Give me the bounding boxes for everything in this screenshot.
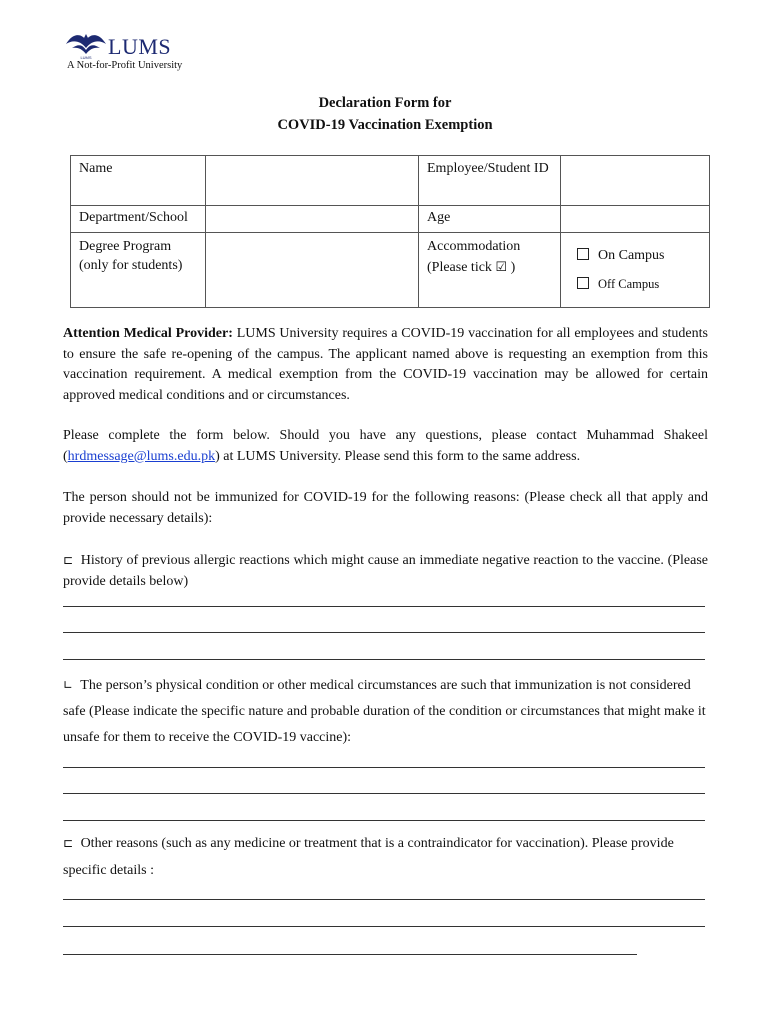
reason-other-checkbox[interactable]: ⊏: [63, 836, 74, 850]
off-campus-checkbox[interactable]: [577, 277, 589, 289]
reason-physical-text: The person’s physical condition or other medical circumstances are such that immunization is not considered safe (Please indicate the specific nature and probable duration of the condition or circumstances that might make it unsafe for them to receive the COVID-19 vaccine):: [63, 678, 706, 745]
accommodation-options: [561, 233, 710, 308]
physical-details-line-3[interactable]: [63, 820, 705, 821]
contact-email-link[interactable]: hrdmessage@lums.edu.pk: [67, 448, 216, 464]
accommodation-label: [419, 233, 561, 308]
department-field[interactable]: [206, 206, 419, 233]
attention-lead: Attention Medical Provider:: [63, 326, 233, 341]
reason-other-text: Other reasons (such as any medicine or treatment that is a contraindicator for vaccination). Please provide specific details :: [63, 836, 674, 878]
on-campus-label: On Campus: [598, 248, 665, 263]
reason-allergic: [63, 550, 708, 592]
reason-allergic-text: History of previous allergic reactions which might cause an immediate negative reaction to the vaccine. (Please provide details below): [63, 553, 708, 589]
accommodation-label-text: Accommodation: [427, 239, 521, 254]
id-field[interactable]: [561, 156, 710, 206]
off-campus-label: Off Campus: [598, 277, 660, 291]
tick-instruction-post: ): [507, 260, 516, 275]
on-campus-checkbox[interactable]: [577, 248, 589, 260]
form-title: Declaration Form for: [318, 95, 452, 111]
degree-field[interactable]: [206, 233, 419, 308]
allergic-details-line-1[interactable]: [63, 606, 705, 607]
reason-allergic-checkbox[interactable]: ⊏: [63, 553, 74, 567]
name-field[interactable]: [206, 156, 419, 206]
lums-emblem-icon: [64, 30, 108, 60]
on-campus-option[interactable]: [577, 246, 701, 265]
other-details-line-3[interactable]: [63, 954, 637, 955]
physical-details-line-1[interactable]: [63, 767, 705, 768]
reason-physical-condition: [63, 672, 708, 751]
id-label: Employee/Student ID: [419, 156, 561, 206]
logo-wordmark: LUMS: [108, 34, 172, 59]
degree-label-line1: Degree Program: [79, 239, 172, 254]
allergic-details-line-3[interactable]: [63, 659, 705, 660]
other-details-line-1[interactable]: [63, 899, 705, 900]
degree-label: [71, 233, 206, 308]
age-label: Age: [419, 206, 561, 233]
other-details-line-2[interactable]: [63, 926, 705, 927]
off-campus-option[interactable]: [577, 275, 701, 294]
lums-logo: [64, 30, 194, 74]
form-subtitle: COVID-19 Vaccination Exemption: [277, 117, 493, 133]
department-label: Department/School: [71, 206, 206, 233]
name-label: Name: [71, 156, 206, 206]
tick-box-icon: ☑: [495, 260, 508, 275]
allergic-details-line-2[interactable]: [63, 632, 705, 633]
physical-details-line-2[interactable]: [63, 793, 705, 794]
contact-text-after: ) at LUMS University. Please send this form to the same address.: [215, 448, 581, 464]
applicant-info-table: [70, 155, 710, 308]
age-field[interactable]: [561, 206, 710, 233]
tick-instruction: [427, 258, 515, 277]
attention-text: LUMS University requires a COVID-19 vaccination for all employees and students to ensure the safe re-opening of the campus. The applicant named above is requesting an exemption from this vaccination requirement. A medical exemption from the COVID-19 vaccination may be allowed for certain approved medical conditions and or circumstances.: [63, 326, 708, 403]
reasons-intro: The person should not be immunized for COVID-19 for the following reasons: (Please check all that apply and provide necessary details):: [63, 490, 708, 526]
contact-paragraph: [63, 426, 708, 467]
logo-tagline: A Not-for-Profit University: [67, 60, 183, 71]
reason-other: [63, 830, 708, 884]
degree-label-line2: (only for students): [79, 258, 183, 273]
tick-instruction-pre: (Please tick: [427, 260, 496, 275]
reason-physical-checkbox[interactable]: ∟: [63, 678, 74, 692]
attention-paragraph: [63, 324, 708, 406]
contact-text-before: Please complete the form below. Should you have any questions, please contact Muhammad Shakeel (: [63, 428, 708, 464]
svg-text:LUMS: LUMS: [80, 55, 92, 60]
